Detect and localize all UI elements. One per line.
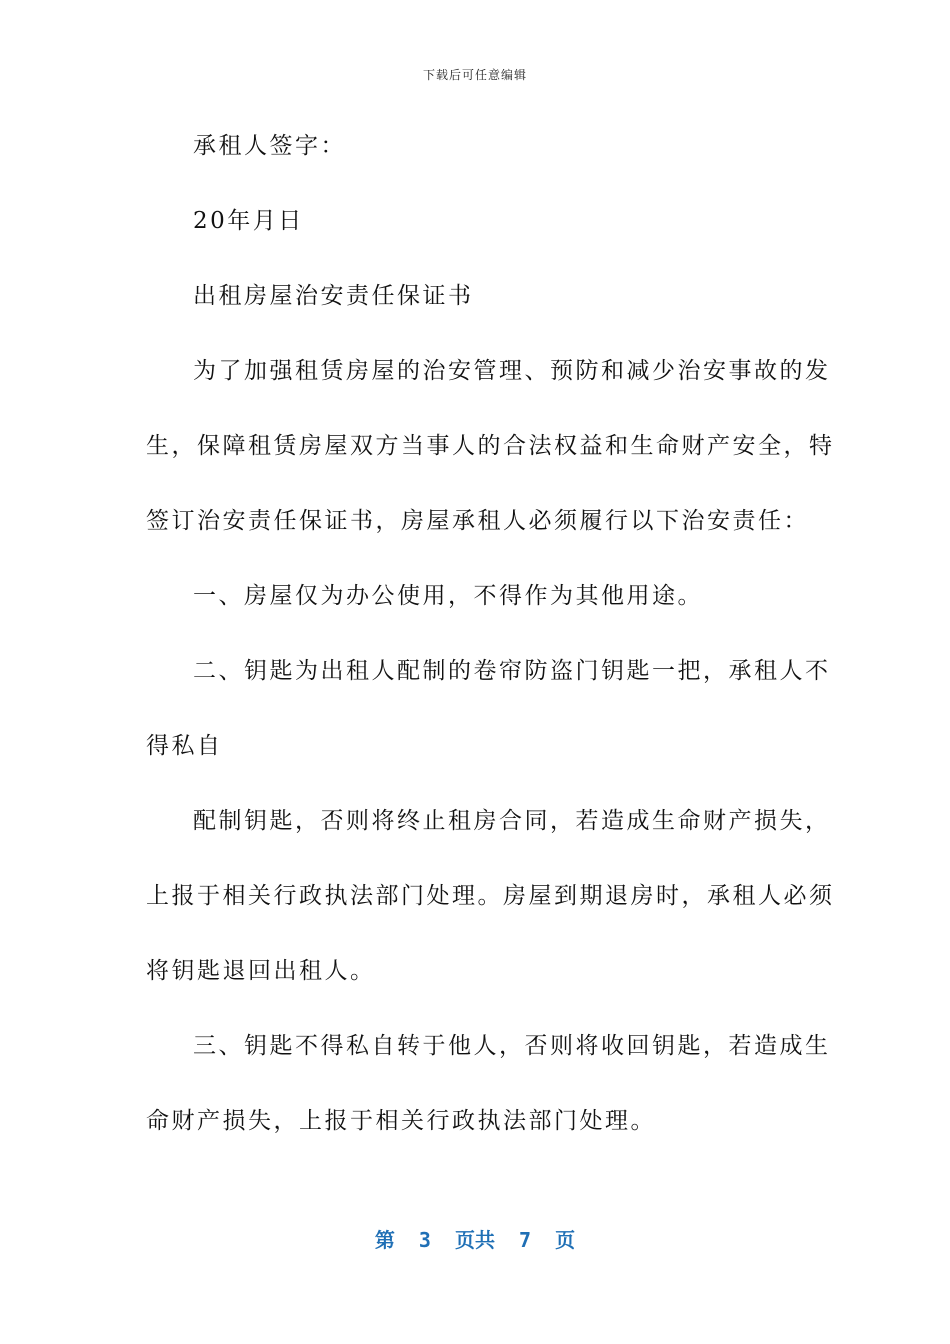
total-pages-number: 7 [519,1228,532,1252]
paragraph-line: 生，保障租赁房屋双方当事人的合法权益和生命财产安全，特 [146,433,835,459]
paragraph-line: 签订治安责任保证书，房屋承租人必须履行以下治安责任： [146,508,809,534]
footer-suffix: 页 [555,1228,576,1252]
clause-three: 三、钥匙不得私自转于他人，否则将收回钥匙，若造成生 [193,1033,831,1059]
footer-prefix: 第 [374,1228,395,1252]
document-title: 出租房屋治安责任保证书 [193,283,474,309]
page-number-footer [0,1224,950,1253]
page-header: 下载后可任意编辑 [422,68,527,82]
current-page-number: 3 [418,1228,431,1252]
tenant-signature-line: 承租人签字： [193,133,346,159]
paragraph-line: 为了加强租赁房屋的治安管理、预防和减少治安事故的发 [193,358,831,384]
paragraph-line: 配制钥匙，否则将终止租房合同，若造成生命财产损失， [193,808,831,834]
date-line: 20年月日 [193,208,304,234]
paragraph-line: 命财产损失，上报于相关行政执法部门处理。 [146,1108,656,1134]
paragraph-line: 得私自 [146,733,223,759]
paragraph-line: 将钥匙退回出租人。 [146,958,376,984]
footer-middle: 页共 [455,1228,495,1252]
paragraph-line: 上报于相关行政执法部门处理。房屋到期退房时，承租人必须 [146,883,835,909]
clause-one: 一、房屋仅为办公使用，不得作为其他用途。 [193,583,703,609]
clause-two: 二、钥匙为出租人配制的卷帘防盗门钥匙一把，承租人不 [193,658,831,684]
